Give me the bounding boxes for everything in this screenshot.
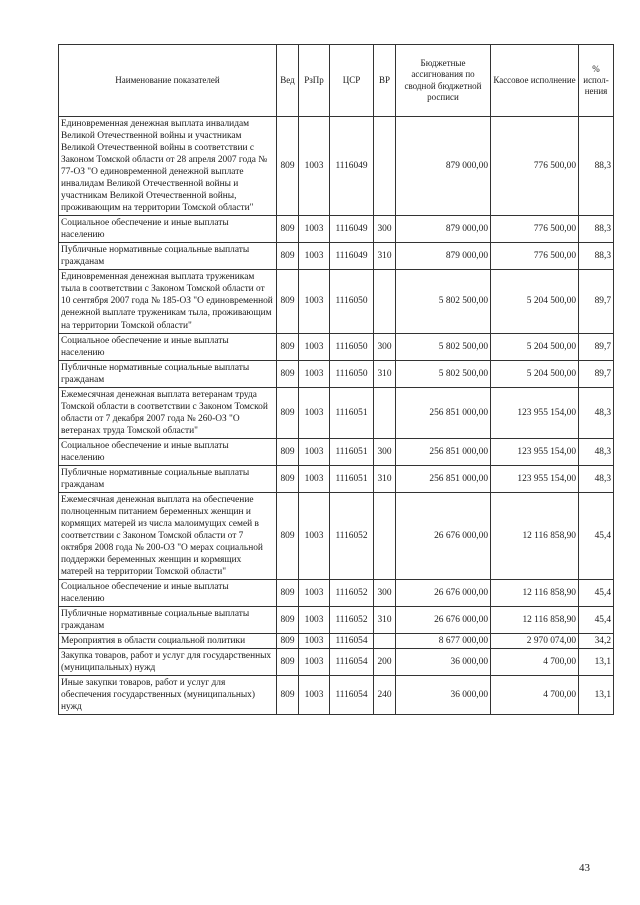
- cell-csr: 1116050: [330, 333, 374, 360]
- cell-csr: 1116052: [330, 607, 374, 634]
- table-row: [59, 360, 614, 387]
- cell-budget: 879 000,00: [396, 243, 491, 270]
- header-row: [59, 45, 614, 117]
- header-rzpr: РзПр: [299, 45, 330, 117]
- cell-vr: 200: [374, 649, 396, 676]
- cell-vr: [374, 387, 396, 438]
- cell-ved: 809: [277, 465, 299, 492]
- cell-rzpr: 1003: [299, 676, 330, 715]
- cell-csr: 1116049: [330, 117, 374, 216]
- header-name: Наименование показателей: [59, 45, 277, 117]
- cell-rzpr: 1003: [299, 387, 330, 438]
- table-row: [59, 580, 614, 607]
- cell-budget: 5 802 500,00: [396, 360, 491, 387]
- cell-vr: 310: [374, 360, 396, 387]
- cell-rzpr: 1003: [299, 216, 330, 243]
- cell-name: Публичные нормативные социальные выплаты гражданам: [59, 243, 277, 270]
- cell-vr: 310: [374, 465, 396, 492]
- cell-percent: 48,3: [579, 438, 614, 465]
- cell-vr: [374, 117, 396, 216]
- cell-name: Социальное обеспечение и иные выплаты населению: [59, 580, 277, 607]
- cell-rzpr: 1003: [299, 360, 330, 387]
- cell-cash: 12 116 858,90: [491, 607, 579, 634]
- cell-rzpr: 1003: [299, 649, 330, 676]
- table-row: [59, 676, 614, 715]
- table-row: [59, 607, 614, 634]
- cell-vr: 300: [374, 333, 396, 360]
- cell-ved: 809: [277, 634, 299, 649]
- cell-percent: 45,4: [579, 580, 614, 607]
- table-row: [59, 117, 614, 216]
- cell-rzpr: 1003: [299, 117, 330, 216]
- table-row: [59, 270, 614, 333]
- cell-rzpr: 1003: [299, 607, 330, 634]
- cell-percent: 89,7: [579, 360, 614, 387]
- cell-percent: 88,3: [579, 216, 614, 243]
- document-page: [58, 44, 613, 715]
- cell-vr: 300: [374, 216, 396, 243]
- header-vr: ВР: [374, 45, 396, 117]
- cell-ved: 809: [277, 216, 299, 243]
- cell-budget: 26 676 000,00: [396, 580, 491, 607]
- cell-vr: [374, 492, 396, 579]
- cell-ved: 809: [277, 243, 299, 270]
- cell-ved: 809: [277, 492, 299, 579]
- cell-cash: 123 955 154,00: [491, 387, 579, 438]
- table-row: [59, 634, 614, 649]
- cell-budget: 8 677 000,00: [396, 634, 491, 649]
- cell-budget: 879 000,00: [396, 216, 491, 243]
- cell-percent: 45,4: [579, 492, 614, 579]
- header-budget: Бюджетные ассигнования по сводной бюджетной росписи: [396, 45, 491, 117]
- cell-vr: [374, 270, 396, 333]
- cell-percent: 88,3: [579, 243, 614, 270]
- cell-csr: 1116051: [330, 465, 374, 492]
- cell-csr: 1116049: [330, 243, 374, 270]
- cell-name: Публичные нормативные социальные выплаты гражданам: [59, 360, 277, 387]
- header-ved: Вед: [277, 45, 299, 117]
- cell-csr: 1116051: [330, 387, 374, 438]
- cell-vr: 240: [374, 676, 396, 715]
- cell-rzpr: 1003: [299, 580, 330, 607]
- cell-vr: [374, 634, 396, 649]
- cell-name: Публичные нормативные социальные выплаты гражданам: [59, 465, 277, 492]
- cell-csr: 1116051: [330, 438, 374, 465]
- cell-percent: 34,2: [579, 634, 614, 649]
- header-csr: ЦСР: [330, 45, 374, 117]
- cell-ved: 809: [277, 607, 299, 634]
- cell-cash: 12 116 858,90: [491, 492, 579, 579]
- cell-csr: 1116052: [330, 580, 374, 607]
- cell-percent: 48,3: [579, 465, 614, 492]
- cell-rzpr: 1003: [299, 465, 330, 492]
- cell-budget: 5 802 500,00: [396, 270, 491, 333]
- cell-rzpr: 1003: [299, 634, 330, 649]
- cell-name: Иные закупки товаров, работ и услуг для обеспечения государственных (муниципальных) нужд: [59, 676, 277, 715]
- table-row: [59, 216, 614, 243]
- cell-name: Мероприятия в области социальной политики: [59, 634, 277, 649]
- table-row: [59, 465, 614, 492]
- cell-ved: 809: [277, 333, 299, 360]
- cell-vr: 310: [374, 607, 396, 634]
- cell-csr: 1116054: [330, 634, 374, 649]
- cell-vr: 300: [374, 580, 396, 607]
- cell-csr: 1116050: [330, 360, 374, 387]
- cell-name: Единовременная денежная выплата труженикам тыла в соответствии с Законом Томской области от 10 сентября 2007 года № 185-ОЗ "О единовременной денежной выплате труженикам тыла, проживающим на территории Томской области": [59, 270, 277, 333]
- cell-budget: 36 000,00: [396, 649, 491, 676]
- cell-percent: 45,4: [579, 607, 614, 634]
- cell-ved: 809: [277, 270, 299, 333]
- cell-cash: 123 955 154,00: [491, 438, 579, 465]
- cell-ved: 809: [277, 676, 299, 715]
- cell-ved: 809: [277, 117, 299, 216]
- cell-budget: 879 000,00: [396, 117, 491, 216]
- cell-csr: 1116054: [330, 649, 374, 676]
- cell-name: Закупка товаров, работ и услуг для государственных (муниципальных) нужд: [59, 649, 277, 676]
- table-row: [59, 387, 614, 438]
- table-row: [59, 438, 614, 465]
- cell-cash: 123 955 154,00: [491, 465, 579, 492]
- cell-percent: 13,1: [579, 649, 614, 676]
- cell-ved: 809: [277, 649, 299, 676]
- cell-name: Ежемесячная денежная выплата ветеранам труда Томской области в соответствии с Законом Томской области от 7 декабря 2007 года № 260-ОЗ "О ветеранах труда Томской области": [59, 387, 277, 438]
- header-cash: Кассовое исполнение: [491, 45, 579, 117]
- page-number: 43: [579, 862, 590, 874]
- cell-percent: 89,7: [579, 270, 614, 333]
- cell-csr: 1116052: [330, 492, 374, 579]
- cell-cash: 5 204 500,00: [491, 270, 579, 333]
- cell-vr: 310: [374, 243, 396, 270]
- cell-percent: 88,3: [579, 117, 614, 216]
- cell-name: Единовременная денежная выплата инвалидам Великой Отечественной войны и участникам Великой Отечественной войны в соответствии с Законом Томской области от 28 апреля 2007 года № 77-ОЗ "О единовременной денежной выплате инвалидам Великой Отечественной войны и участникам Великой Отечественной войны, проживающим на территории Томской области": [59, 117, 277, 216]
- cell-rzpr: 1003: [299, 270, 330, 333]
- cell-cash: 5 204 500,00: [491, 333, 579, 360]
- table-row: [59, 333, 614, 360]
- cell-percent: 89,7: [579, 333, 614, 360]
- cell-ved: 809: [277, 580, 299, 607]
- cell-cash: 5 204 500,00: [491, 360, 579, 387]
- cell-cash: 776 500,00: [491, 243, 579, 270]
- cell-cash: 4 700,00: [491, 649, 579, 676]
- cell-name: Ежемесячная денежная выплата на обеспечение полноценным питанием беременных женщин и кормящих матерей из числа малоимущих семей в соответствии с Законом Томской области от 7 октября 2008 года № 200-ОЗ "О мерах социальной поддержки беременных женщин и кормящих матерей на территории Томской области": [59, 492, 277, 579]
- cell-rzpr: 1003: [299, 492, 330, 579]
- table-row: [59, 649, 614, 676]
- cell-percent: 13,1: [579, 676, 614, 715]
- cell-cash: 12 116 858,90: [491, 580, 579, 607]
- cell-cash: 776 500,00: [491, 216, 579, 243]
- cell-name: Социальное обеспечение и иные выплаты населению: [59, 438, 277, 465]
- budget-table: [58, 44, 614, 715]
- cell-budget: 26 676 000,00: [396, 607, 491, 634]
- cell-budget: 256 851 000,00: [396, 438, 491, 465]
- cell-csr: 1116050: [330, 270, 374, 333]
- cell-name: Публичные нормативные социальные выплаты гражданам: [59, 607, 277, 634]
- cell-rzpr: 1003: [299, 243, 330, 270]
- cell-vr: 300: [374, 438, 396, 465]
- cell-name: Социальное обеспечение и иные выплаты населению: [59, 333, 277, 360]
- cell-rzpr: 1003: [299, 333, 330, 360]
- cell-budget: 256 851 000,00: [396, 387, 491, 438]
- table-row: [59, 243, 614, 270]
- table-row: [59, 492, 614, 579]
- cell-cash: 776 500,00: [491, 117, 579, 216]
- cell-cash: 4 700,00: [491, 676, 579, 715]
- cell-percent: 48,3: [579, 387, 614, 438]
- cell-budget: 36 000,00: [396, 676, 491, 715]
- cell-ved: 809: [277, 360, 299, 387]
- cell-rzpr: 1003: [299, 438, 330, 465]
- cell-budget: 256 851 000,00: [396, 465, 491, 492]
- cell-cash: 2 970 074,00: [491, 634, 579, 649]
- header-percent: % испол-нения: [579, 45, 614, 117]
- cell-csr: 1116054: [330, 676, 374, 715]
- cell-ved: 809: [277, 438, 299, 465]
- cell-budget: 26 676 000,00: [396, 492, 491, 579]
- cell-name: Социальное обеспечение и иные выплаты населению: [59, 216, 277, 243]
- cell-ved: 809: [277, 387, 299, 438]
- cell-csr: 1116049: [330, 216, 374, 243]
- cell-budget: 5 802 500,00: [396, 333, 491, 360]
